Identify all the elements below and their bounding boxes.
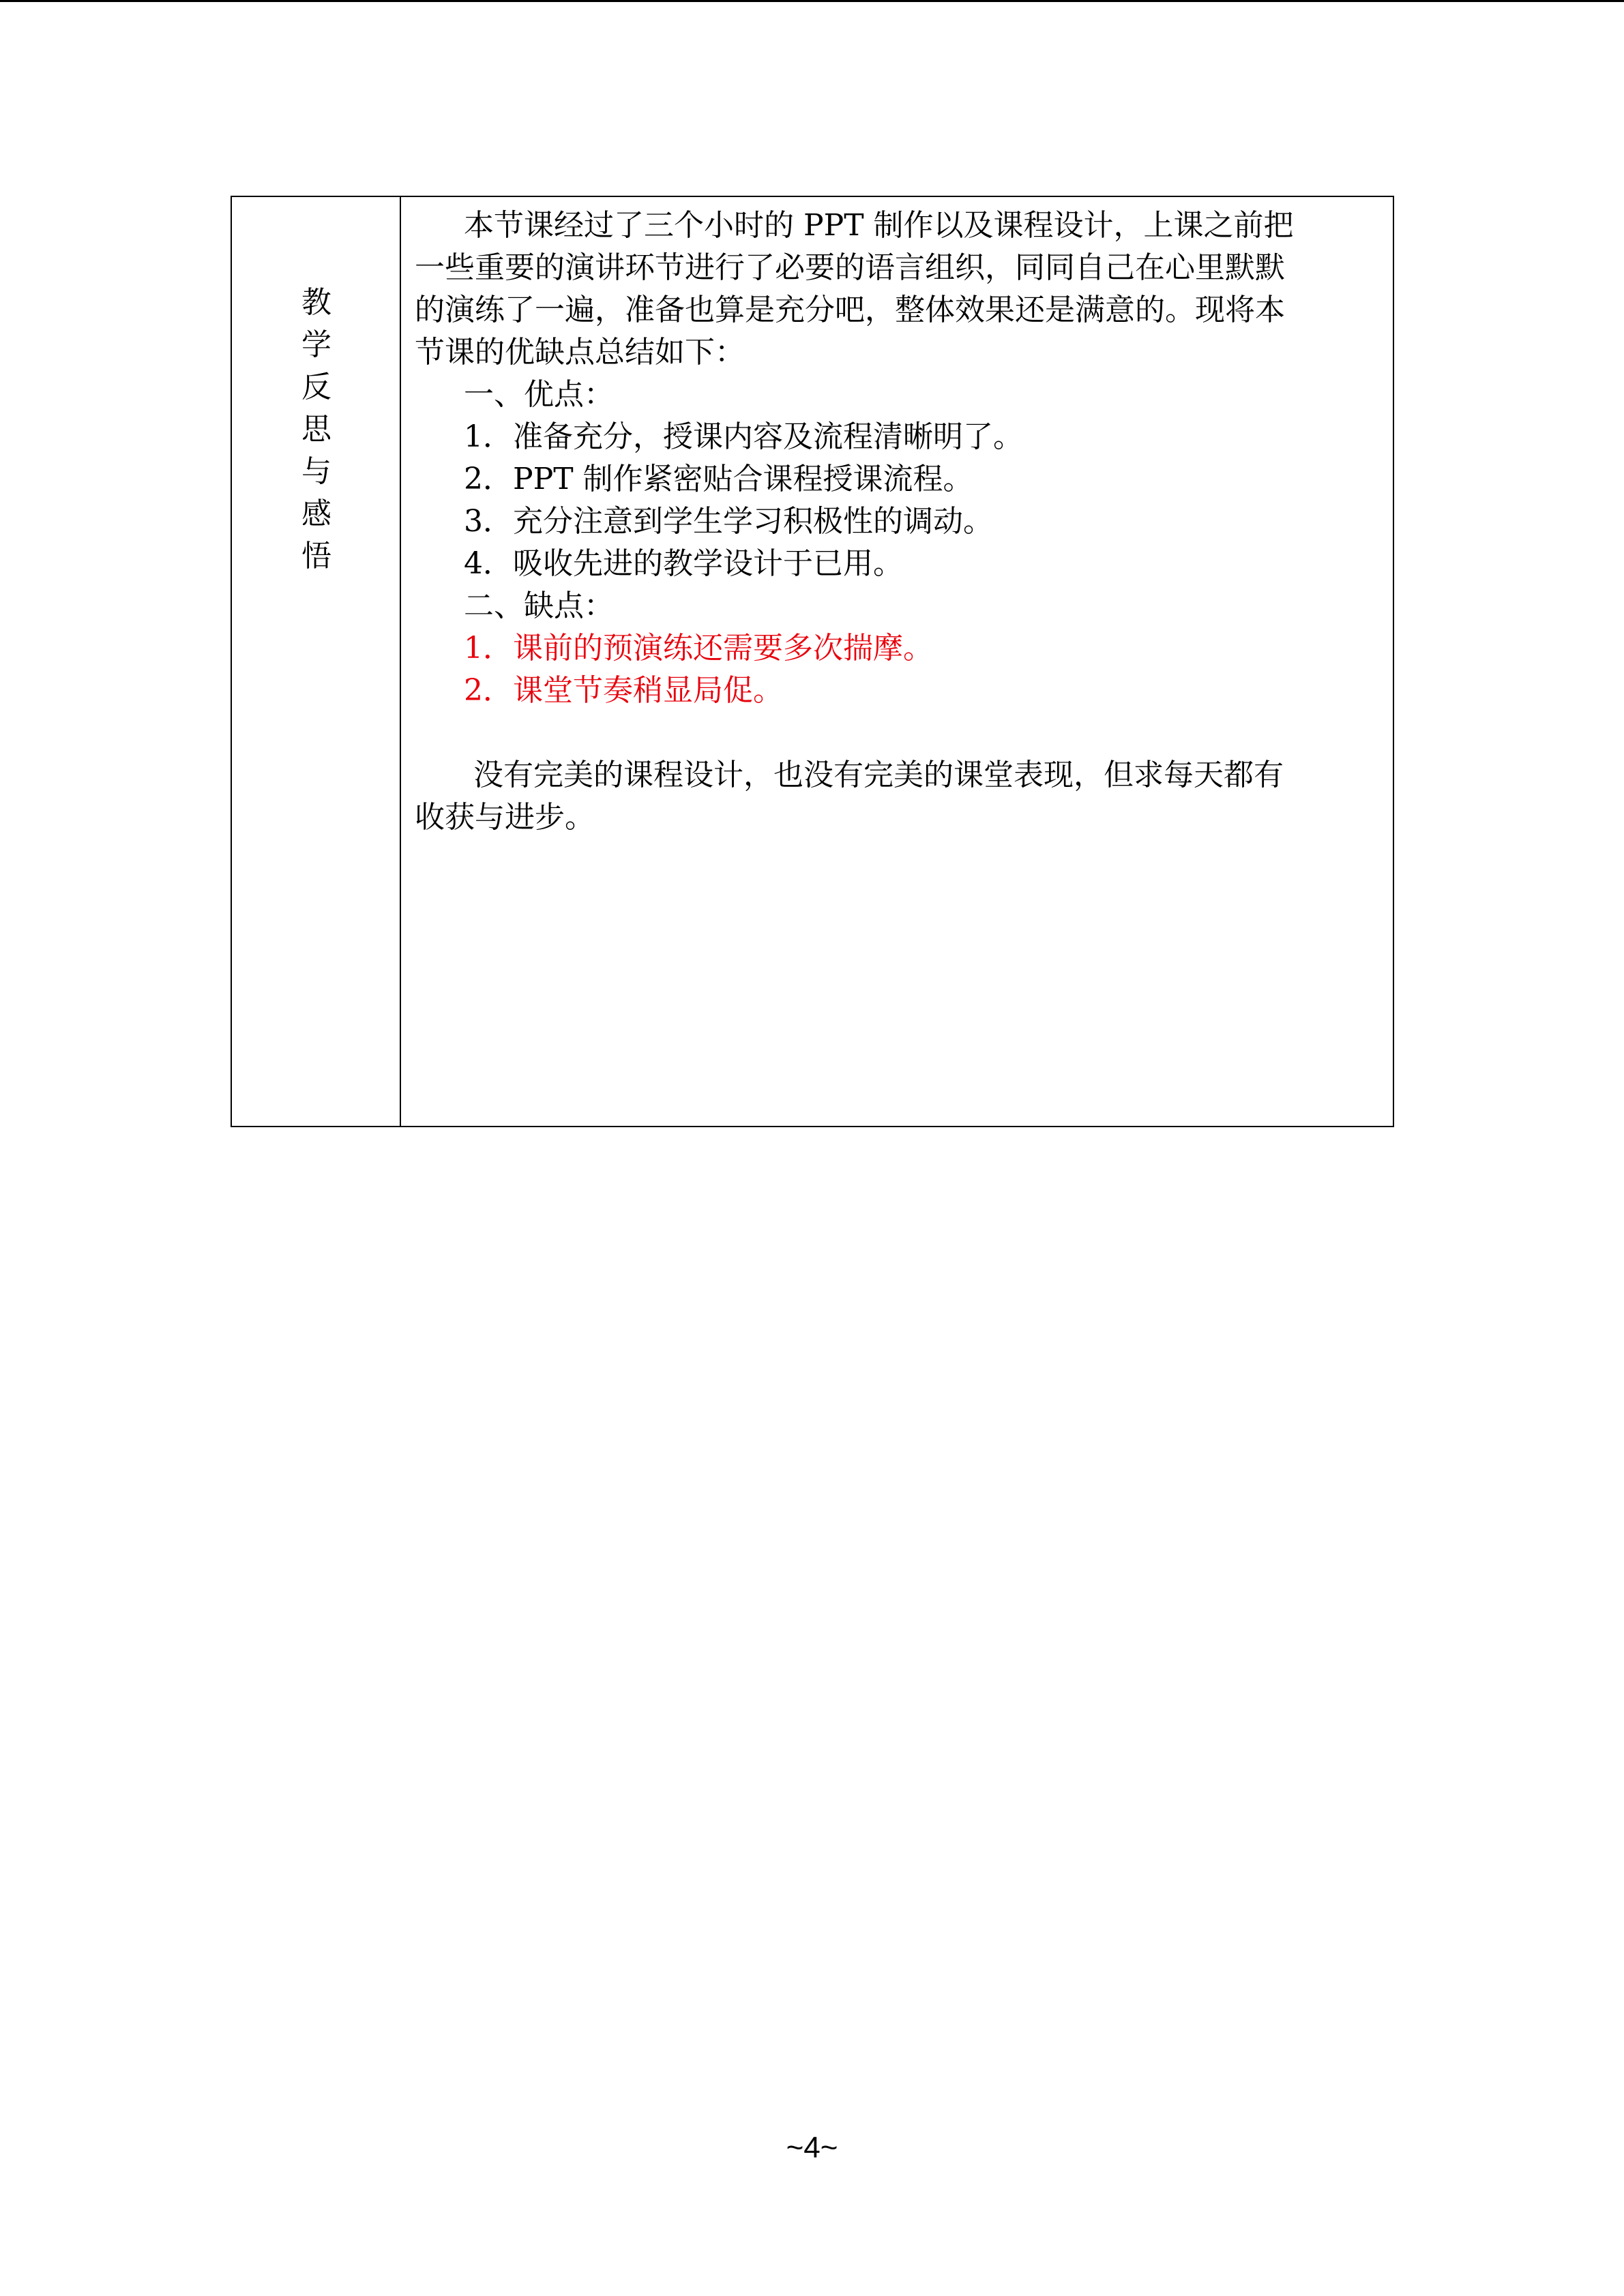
disadvantage-item: 2．课堂节奏稍显局促。: [464, 673, 783, 708]
row-label-vertical-text: [232, 282, 401, 578]
reflection-table: [231, 196, 1394, 1127]
label-char: 教: [301, 285, 331, 320]
intro-line: 本节课经过了三个小时的 PPT 制作以及课程设计，上课之前把: [464, 208, 1294, 243]
advantage-item: 3．充分注意到学生学习积极性的调动。: [464, 504, 993, 539]
closing-line: 收获与进步。: [415, 800, 595, 835]
closing-line: 没有完美的课程设计，也没有完美的课堂表现，但求每天都有: [473, 758, 1284, 792]
page-number: ~4~: [786, 2131, 838, 2164]
label-char: 思: [301, 412, 331, 447]
label-char: 悟: [301, 539, 331, 573]
top-border-rule: [0, 0, 1624, 2]
reflection-content-cell: [415, 197, 1376, 1126]
intro-line: 一些重要的演讲环节进行了必要的语言组织，同同自己在心里默默: [415, 250, 1285, 285]
label-char: 与: [301, 454, 331, 489]
label-char: 学: [301, 327, 331, 362]
label-char: 感: [301, 496, 331, 531]
advantage-item: 2．PPT 制作紧密贴合课程授课流程。: [464, 462, 973, 496]
advantage-item: 4．吸收先进的教学设计于已用。: [464, 546, 903, 581]
advantage-item: 1．准备充分，授课内容及流程清晰明了。: [464, 419, 1023, 454]
label-char: 反: [301, 370, 331, 404]
intro-line: 的演练了一遍，准备也算是充分吧，整体效果还是满意的。现将本: [415, 293, 1285, 327]
advantages-heading: 一、优点：: [464, 377, 614, 412]
row-label-cell: [232, 197, 401, 1126]
disadvantage-item: 1．课前的预演练还需要多次揣摩。: [464, 631, 933, 666]
disadvantages-heading: 二、缺点：: [464, 588, 614, 623]
intro-line: 节课的优缺点总结如下：: [415, 335, 745, 370]
